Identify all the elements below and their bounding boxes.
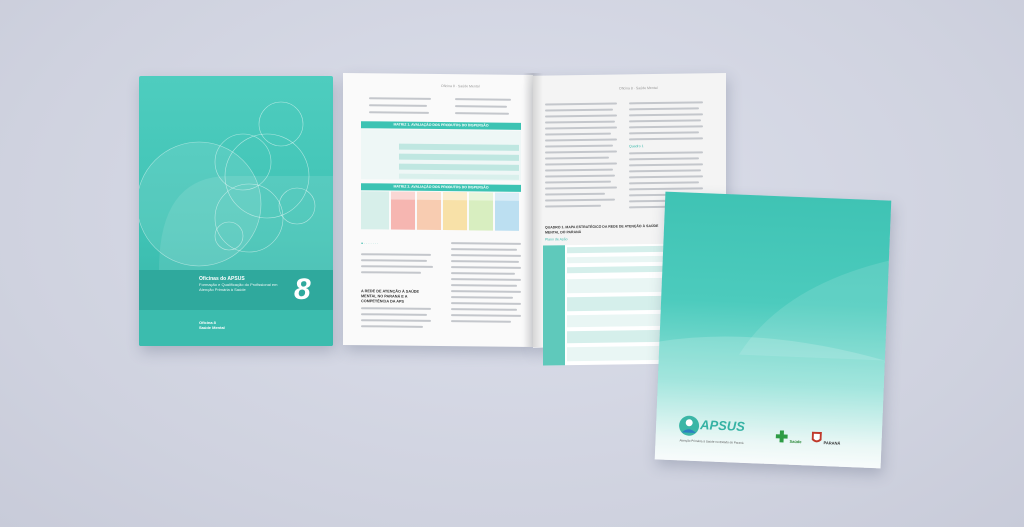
apsus-logo-icon bbox=[678, 414, 701, 437]
right-page-header: Oficina 8 · Saúde Mental bbox=[619, 85, 658, 91]
right-booklet-cover bbox=[655, 192, 892, 469]
series-subtitle: Formação e Qualificação do Profissional em Atenção Primária à Saúde bbox=[199, 282, 278, 292]
subsection-note: ● · · · · · · · bbox=[361, 241, 379, 246]
oficina-topic: Saúde Mental bbox=[199, 325, 225, 330]
matrix2-title: MATRIZ 2. AVALIAÇÃO DOS PRODUTOS DO DISPERSÃO bbox=[361, 183, 521, 192]
matrix1-title: MATRIZ 1. AVALIAÇÃO DOS PRODUTOS DO DISPERSÃO bbox=[361, 121, 521, 130]
oficina-name: Oficina 8 bbox=[199, 320, 216, 325]
health-cross-icon bbox=[775, 430, 787, 442]
subtitle-band bbox=[139, 310, 333, 346]
spread-left-page bbox=[343, 73, 533, 347]
left-page-header: Oficina 8 · Saúde Mental bbox=[441, 84, 480, 89]
quadro-title: QUADRO 1. MAPA ESTRATÉGICO DA REDE DE ATENÇÃO À SAÚDE MENTAL DO PARANÁ bbox=[545, 223, 659, 235]
quadro-reference: Quadro 1 bbox=[629, 144, 644, 149]
apsus-subtitle: Atenção Primária à Saúde no Estado do Paraná bbox=[679, 438, 744, 445]
matrix2-table bbox=[361, 191, 389, 229]
section-title: A REDE DE ATENÇÃO À SAÚDE MENTAL NO PARANÁ E A COMPETÊNCIA DA APS bbox=[361, 289, 420, 304]
oficina-number: 8 bbox=[294, 273, 311, 306]
parana-crest-icon bbox=[811, 432, 822, 445]
quadro-subtitle: Plano de Ação bbox=[545, 237, 568, 242]
saude-label: Saúde bbox=[789, 438, 802, 445]
apsus-logo-text: APSUS bbox=[699, 417, 746, 434]
left-booklet-cover bbox=[139, 76, 333, 346]
booklet-title bbox=[199, 276, 289, 292]
series-title: Oficinas do APSUS bbox=[199, 276, 245, 282]
parana-label: PARANÁ bbox=[823, 440, 841, 446]
spine-shadow bbox=[523, 73, 543, 347]
oficina-label bbox=[199, 320, 225, 330]
